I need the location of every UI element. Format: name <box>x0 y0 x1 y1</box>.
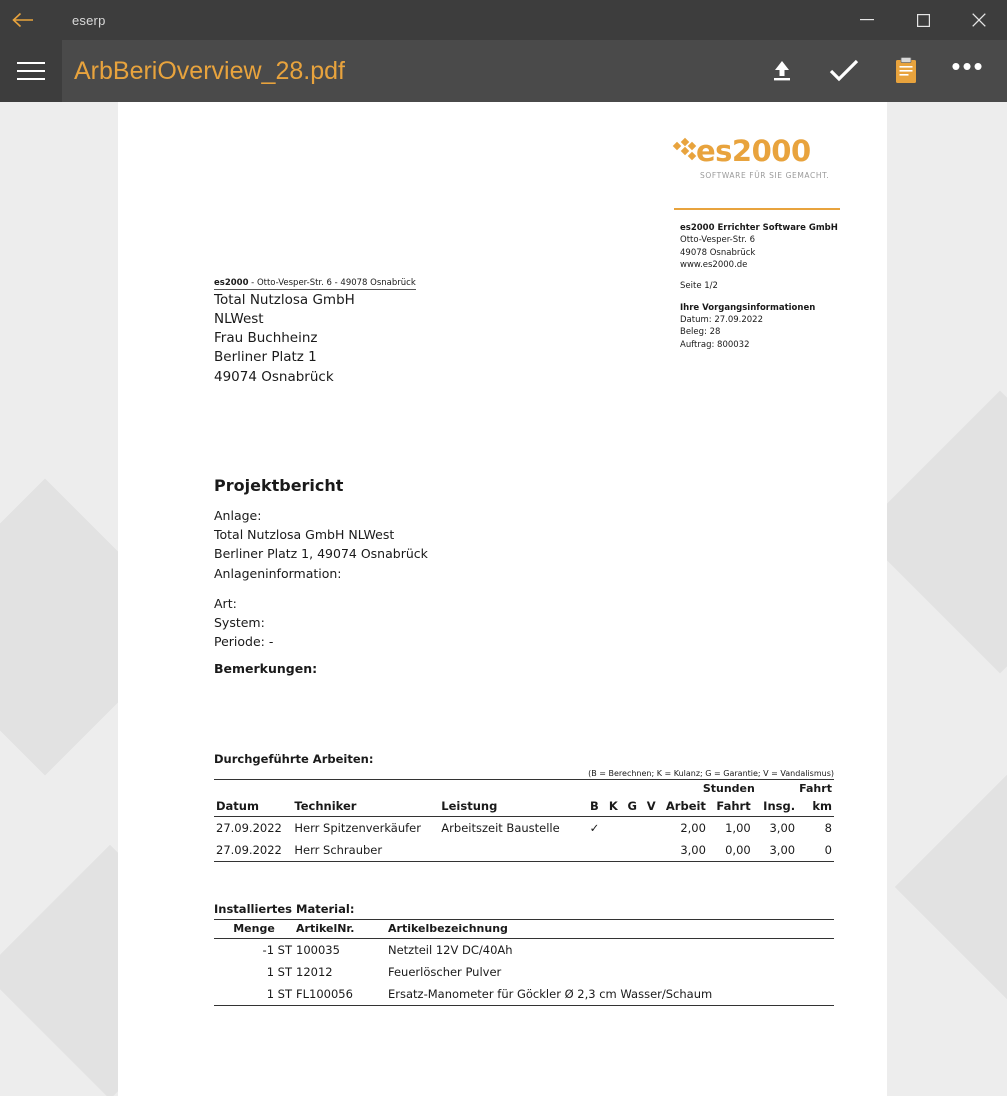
col-artikelnr: ArtikelNr. <box>294 920 386 939</box>
upload-icon[interactable] <box>751 40 813 102</box>
col-fahrt: Fahrt <box>708 798 753 817</box>
sender-web: www.es2000.de <box>680 259 748 270</box>
col-artikelbez: Artikelbezeichnung <box>386 920 834 939</box>
logo-text: es2000 <box>696 134 811 168</box>
col-leistung: Leistung <box>439 798 585 817</box>
page-number: Seite 1/2 <box>680 281 718 292</box>
cell-artikelnr: FL100056 <box>294 983 386 1006</box>
material-caption: Installiertes Material: <box>214 902 355 916</box>
watermark-shape <box>895 767 1007 1007</box>
col-arbeit: Arbeit <box>661 798 708 817</box>
back-arrow-icon[interactable] <box>0 0 46 40</box>
cell-menge: 1 ST <box>214 983 294 1006</box>
material-table <box>214 919 834 1006</box>
vorgang-title: Ihre Vorgangsinformationen <box>680 302 816 313</box>
minimize-button[interactable] <box>839 0 895 40</box>
cell-leistung <box>439 839 585 862</box>
anlage-block <box>214 507 428 563</box>
col-g: G <box>623 798 642 817</box>
report-title: Projektbericht <box>214 476 344 495</box>
cell-g <box>623 817 642 840</box>
clipboard-icon[interactable] <box>875 40 937 102</box>
check-icon[interactable] <box>813 40 875 102</box>
vorgang-date: Datum: 27.09.2022 <box>680 314 763 325</box>
detail-line: System: <box>214 614 265 630</box>
col-datum: Datum <box>214 798 292 817</box>
works-header-row <box>214 798 834 817</box>
col-techniker: Techniker <box>292 798 439 817</box>
return-address-line <box>214 278 416 290</box>
recipient-line: Frau Buchheinz <box>214 330 318 347</box>
app-name: eserp <box>72 12 106 28</box>
anlage-line: Total Nutzlosa GmbH NLWest <box>214 526 395 542</box>
recipient-line: Berliner Platz 1 <box>214 349 317 366</box>
close-button[interactable] <box>951 0 1007 40</box>
table-row <box>214 817 834 840</box>
col-v: V <box>642 798 661 817</box>
logo-tagline: SOFTWARE FÜR SIE GEMACHT. <box>700 171 830 180</box>
cell-techniker: Herr Schrauber <box>292 839 439 862</box>
more-dots: ••• <box>951 51 985 81</box>
cell-techniker: Herr Spitzenverkäufer <box>294 821 421 835</box>
command-actions <box>751 40 999 102</box>
cell-fahrt: 0,00 <box>708 839 753 862</box>
detail-line: Periode: - <box>214 633 274 649</box>
anlageninformation-label: Anlageninformation: <box>214 566 342 581</box>
cell-g <box>623 839 642 862</box>
cell-v <box>642 839 661 862</box>
col-insg: Insg. <box>753 798 797 817</box>
recipient-line: NLWest <box>214 311 264 328</box>
pdf-content <box>118 102 887 1096</box>
more-icon[interactable] <box>937 40 999 102</box>
window-controls <box>839 0 1007 40</box>
cell-menge: -1 ST <box>262 943 292 957</box>
vorgang-beleg: Beleg: 28 <box>680 327 721 338</box>
cell-insg: 3,00 <box>769 821 796 835</box>
group-stunden: Stunden <box>661 780 798 799</box>
cell-artikelnr: 12012 <box>296 965 333 979</box>
material-table-section <box>214 902 834 1006</box>
cell-km: 0 <box>797 839 834 862</box>
group-fahrt: Fahrt <box>797 780 834 799</box>
table-row <box>214 839 834 862</box>
sender-city: 49078 Osnabrück <box>680 247 756 258</box>
works-caption: Durchgeführte Arbeiten: <box>214 752 374 766</box>
col-km: km <box>797 798 834 817</box>
cell-v <box>642 817 661 840</box>
title-bar <box>0 0 1007 40</box>
cell-k <box>604 817 623 840</box>
table-row <box>214 939 834 962</box>
works-legend: (B = Berechnen; K = Kulanz; G = Garantie; V = Vandalismus) <box>588 769 834 778</box>
detail-block <box>214 595 273 651</box>
cell-b: ✓ <box>589 821 600 835</box>
pdf-viewer-area[interactable] <box>0 102 1007 1096</box>
cell-datum: 27.09.2022 <box>214 839 292 862</box>
anlage-label: Anlage: <box>214 508 262 523</box>
col-menge: Menge <box>214 920 294 939</box>
logo-rule <box>674 208 840 210</box>
cell-insg: 3,00 <box>753 839 797 862</box>
col-b: B <box>585 798 604 817</box>
company-logo <box>674 134 842 180</box>
cell-arbeit: 3,00 <box>661 839 708 862</box>
works-group-header-row <box>214 780 834 799</box>
material-header-row <box>214 920 834 939</box>
sender-company: es2000 Errichter Software GmbH <box>680 223 838 233</box>
works-table <box>214 779 834 862</box>
recipient-address <box>214 291 355 387</box>
maximize-button[interactable] <box>895 0 951 40</box>
cell-leistung: Arbeitszeit Baustelle <box>441 821 560 835</box>
cell-datum: 27.09.2022 <box>216 821 282 835</box>
cell-arbeit: 2,00 <box>680 821 706 835</box>
return-address-bold: es2000 <box>214 278 249 288</box>
cell-artikelbez: Feuerlöscher Pulver <box>388 965 502 979</box>
command-bar <box>0 40 1007 102</box>
cell-fahrt: 1,00 <box>725 821 751 835</box>
table-row <box>214 961 834 983</box>
bemerkungen-label: Bemerkungen: <box>214 661 318 676</box>
recipient-line: Total Nutzlosa GmbH <box>214 292 355 308</box>
pdf-page <box>118 102 887 1096</box>
anlage-line: Berliner Platz 1, 49074 Osnabrück <box>214 545 428 561</box>
cell-artikelnr: 100035 <box>296 943 340 957</box>
hamburger-menu-icon[interactable] <box>0 40 62 102</box>
col-k: K <box>604 798 623 817</box>
cell-km: 8 <box>824 821 832 835</box>
recipient-line: 49074 Osnabrück <box>214 368 334 385</box>
cell-menge: 1 ST <box>266 965 292 979</box>
cell-artikelbez: Ersatz-Manometer für Göckler Ø 2,3 cm Wasser/Schaum <box>386 983 834 1006</box>
return-address-rest: - Otto-Vesper-Str. 6 - 49078 Osnabrück <box>248 278 416 288</box>
cell-artikelbez: Netzteil 12V DC/40Ah <box>388 943 513 957</box>
document-title: ArbBeriOverview_28.pdf <box>74 56 345 85</box>
cell-k <box>604 839 623 862</box>
vorgang-auftrag: Auftrag: 800032 <box>680 339 750 350</box>
works-table-section <box>214 752 834 862</box>
sender-street: Otto-Vesper-Str. 6 <box>680 235 755 246</box>
table-row <box>214 983 834 1006</box>
cell-b <box>585 839 604 862</box>
logo-diamonds-icon <box>674 140 694 162</box>
detail-line: Art: <box>214 596 237 611</box>
sender-block <box>680 222 838 351</box>
